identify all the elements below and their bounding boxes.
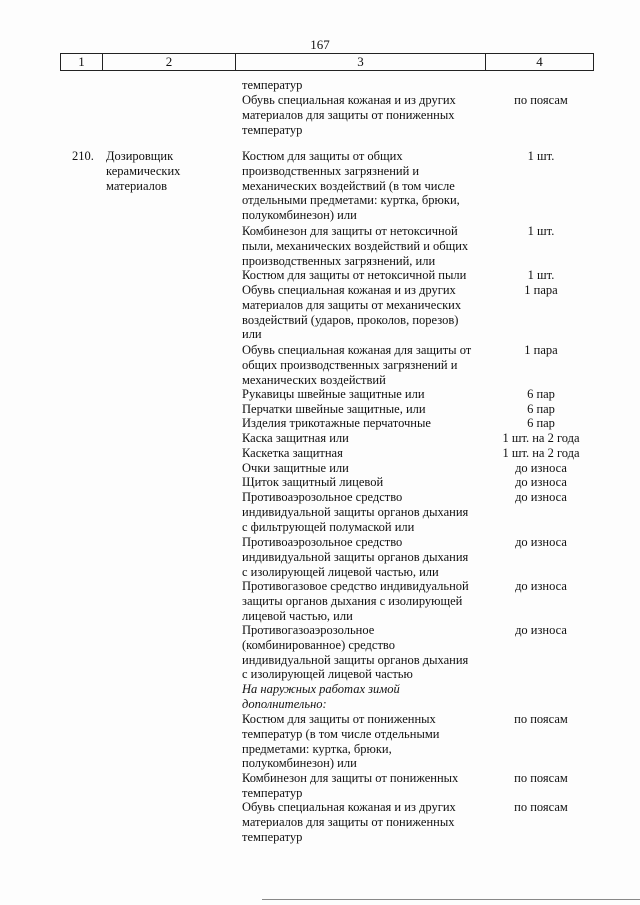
profession-name (106, 149, 180, 193)
equipment-item-line: Противоаэрозольное средство (242, 490, 403, 504)
profession-line: керамических (106, 163, 181, 178)
equipment-item (242, 149, 460, 223)
equipment-item-line: Комбинезон для защиты от пониженных (242, 771, 459, 785)
equipment-item (242, 446, 343, 461)
equipment-item-line: материалов для защиты от механических (242, 297, 462, 312)
equipment-item-line: производственных загрязнений, или (242, 253, 436, 268)
equipment-item (242, 431, 349, 446)
equipment-item (242, 268, 466, 283)
issue-norm: 1 шт. (527, 224, 555, 238)
equipment-item-line: механических воздействий (242, 372, 386, 387)
equipment-item-line: дополнительно: (242, 696, 327, 711)
issue-norm: 6 пар (527, 416, 555, 430)
equipment-item-line: полукомбинезон) или (242, 208, 357, 223)
equipment-item-line: Каска защитная или (242, 431, 349, 445)
equipment-item (242, 93, 456, 137)
equipment-item-line: температур (242, 122, 303, 137)
equipment-item-line: Противогазовое средство индивидуальной (242, 579, 469, 593)
equipment-item (242, 490, 468, 534)
issue-norm: до износа (515, 490, 567, 504)
issue-norm: 6 пар (527, 402, 555, 416)
equipment-item-line: воздействий (ударов, проколов, порезов) (242, 312, 459, 327)
equipment-item-line: производственных загрязнений и (242, 163, 420, 178)
equipment-item-line: Костюм для защиты от общих (242, 149, 403, 163)
equipment-item-line: Рукавицы швейные защитные или (242, 387, 425, 401)
issue-norm: 1 шт. на 2 года (502, 431, 580, 445)
equipment-item-line: материалов для защиты от пониженных (242, 814, 455, 829)
equipment-item-line: с изолирующей лицевой частью, или (242, 564, 439, 579)
equipment-item-line: (комбинированное) средство (242, 637, 395, 652)
issue-norm: до износа (515, 579, 567, 593)
issue-norm: до износа (515, 623, 567, 637)
profession-line: Дозировщик (106, 149, 174, 163)
header-col-2: 2 (102, 54, 235, 70)
issue-norm: до износа (515, 535, 567, 549)
equipment-item (242, 623, 468, 682)
equipment-item-line: температур (в том числе отдельными (242, 726, 440, 741)
issue-norm: 1 шт. (527, 149, 555, 163)
header-col-4: 4 (485, 54, 594, 70)
equipment-item-line: материалов для защиты от пониженных (242, 107, 455, 122)
table-header (60, 53, 594, 71)
equipment-item-line: Каскетка защитная (242, 446, 343, 460)
equipment-item (242, 402, 426, 417)
issue-norm: 1 пара (524, 283, 558, 297)
issue-norm: 1 шт. на 2 года (502, 446, 580, 460)
equipment-item-line: полукомбинезон) или (242, 756, 357, 771)
equipment-item (242, 800, 456, 844)
issue-norm: по поясам (514, 771, 568, 785)
equipment-item-line: Противоаэрозольное средство (242, 535, 403, 549)
equipment-item-line: температур (242, 829, 303, 844)
equipment-item (242, 78, 302, 93)
equipment-item-line: Противогазоаэрозольное (242, 623, 375, 637)
equipment-item (242, 387, 425, 402)
issue-norm: 1 шт. (527, 268, 555, 282)
equipment-item-line: индивидуальной защиты органов дыхания (242, 652, 469, 667)
equipment-item-line: с изолирующей лицевой частью (242, 667, 413, 682)
issue-norm: по поясам (514, 712, 568, 726)
equipment-item (242, 343, 471, 387)
issue-norm: по поясам (514, 800, 568, 814)
equipment-item (242, 535, 468, 579)
equipment-item (242, 475, 383, 490)
equipment-item-line: Обувь специальная кожаная и из других (242, 93, 456, 107)
equipment-item-line: температур (242, 78, 303, 92)
equipment-item-line: Костюм для защиты от нетоксичной пыли (242, 268, 467, 282)
equipment-item-line: На наружных работах зимой (242, 682, 400, 696)
equipment-item-line: механических воздействий (в том числе (242, 178, 455, 193)
equipment-item-line: Изделия трикотажные перчаточные (242, 416, 431, 430)
equipment-item (242, 682, 400, 712)
equipment-item (242, 712, 439, 771)
equipment-item-line: или (242, 327, 262, 342)
issue-norm: до износа (515, 475, 567, 489)
equipment-item-line: индивидуальной защиты органов дыхания (242, 504, 469, 519)
equipment-item-line: лицевой частью, или (242, 608, 353, 623)
equipment-item-line: Перчатки швейные защитные, или (242, 402, 426, 416)
profession-line: материалов (106, 178, 168, 193)
equipment-item (242, 579, 469, 623)
equipment-item-line: Комбинезон для защиты от нетоксичной (242, 224, 458, 238)
bottom-divider (262, 899, 640, 900)
equipment-item (242, 461, 349, 476)
issue-norm: 6 пар (527, 387, 555, 401)
issue-norm: по поясам (514, 93, 568, 107)
header-col-3: 3 (235, 54, 485, 70)
issue-norm: 1 пара (524, 343, 558, 357)
equipment-item-line: Обувь специальная кожаная для защиты от (242, 343, 472, 357)
equipment-item-line: пыли, механических воздействий и общих (242, 238, 469, 253)
equipment-item-line: Обувь специальная кожаная и из других (242, 800, 456, 814)
equipment-item-line: индивидуальной защиты органов дыхания (242, 549, 469, 564)
row-number: 210. (72, 149, 94, 163)
equipment-item (242, 224, 468, 268)
equipment-item-line: с фильтрующей полумаской или (242, 519, 415, 534)
equipment-item (242, 283, 461, 342)
issue-norm: до износа (515, 461, 567, 475)
equipment-item-line: температур (242, 785, 303, 800)
equipment-item-line: Обувь специальная кожаная и из других (242, 283, 456, 297)
equipment-item-line: общих производственных загрязнений и (242, 357, 458, 372)
equipment-item-line: отдельными предметами: куртка, брюки, (242, 193, 460, 208)
equipment-item-line: Щиток защитный лицевой (242, 475, 384, 489)
equipment-item-line: предметами: куртка, брюки, (242, 741, 392, 756)
equipment-item (242, 771, 458, 801)
equipment-item (242, 416, 431, 431)
page-number: 167 (310, 37, 330, 52)
header-col-1: 1 (60, 54, 102, 70)
equipment-item-line: защиты органов дыхания с изолирующей (242, 593, 463, 608)
equipment-item-line: Очки защитные или (242, 461, 349, 475)
equipment-item-line: Костюм для защиты от пониженных (242, 712, 436, 726)
